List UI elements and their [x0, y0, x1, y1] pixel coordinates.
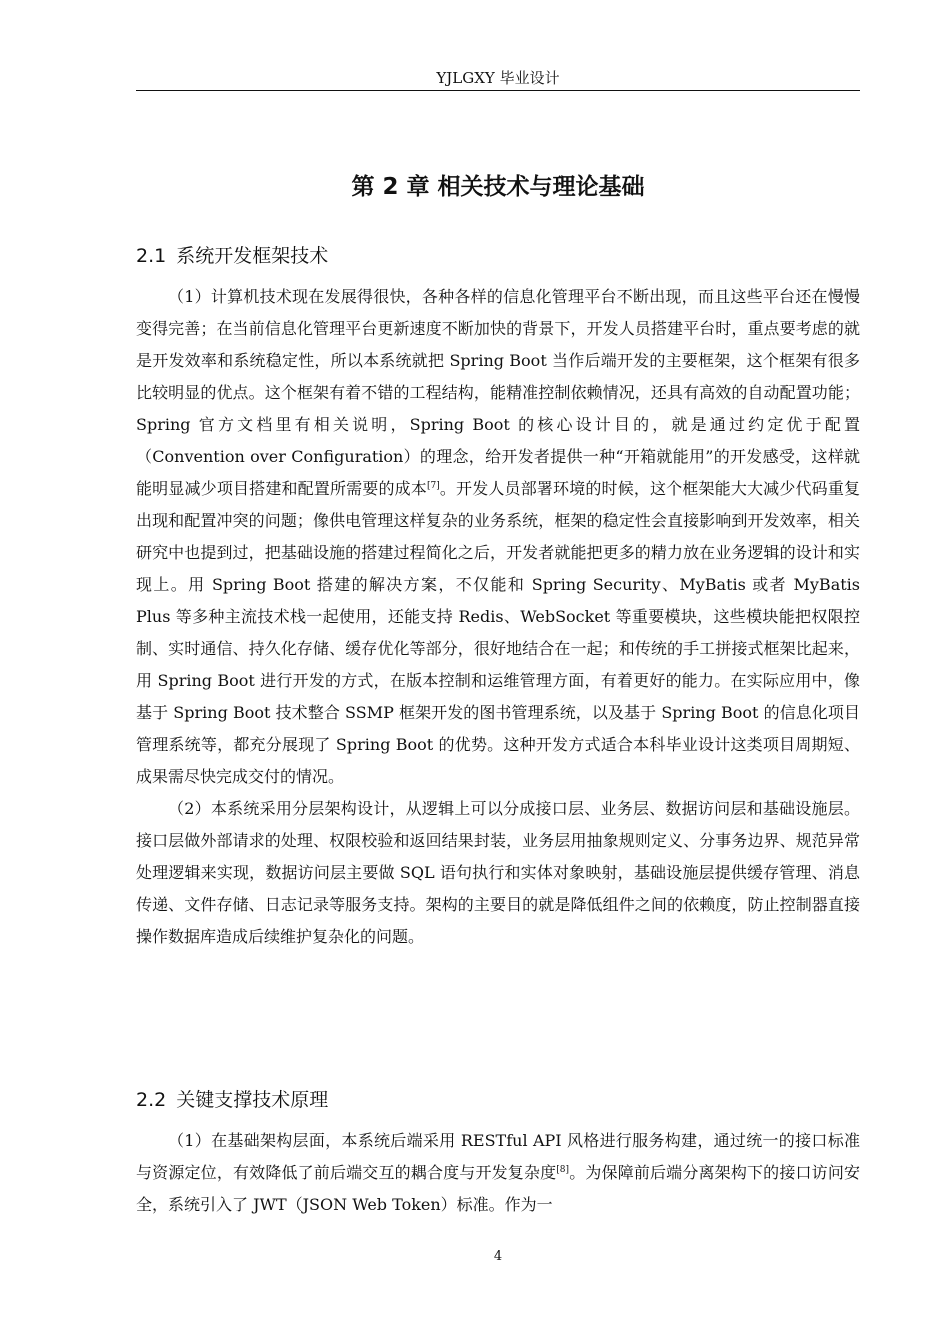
running-header: YJLGXY 毕业设计 — [436, 69, 560, 87]
section-number: 2.2 — [136, 1089, 167, 1111]
citation: [7] — [426, 481, 440, 491]
section-heading-2-2 — [136, 1086, 860, 1114]
section-number: 2.1 — [136, 245, 167, 267]
paragraph-text-cont: 。为保障前后端分离架构下的接口访问安全，系统引入了 JWT（JSON Web Token）标准。作为一 — [136, 1163, 860, 1214]
paragraph — [136, 281, 860, 793]
paragraph-text-cont: 。开发人员部署环境的时候，这个框架能大大减少代码重复出现和配置冲突的问题；像供电管理这样复杂的业务系统，框架的稳定性会直接影响到开发效率，相关研究中也提到过，把基础设施的搭建过程简化之后，开发者就能把更多的精力放在业务逻辑的设计和实现上。用 Spring Boot 搭建的解决方案，不仅能和 Spring Security、MyBatis 或者 MyBatis Plus 等多种主流技术栈一起使用，还能支持 Redis、WebSocket 等重要模块，这些模块能把权限控制、实时通信、持久化存储、缓存优化等部分，很好地结合在一起；和传统的手工拼接式框架比起来，用 Spring Boot 进行开发的方式，在版本控制和运维管理方面，有着更好的能力。在实际应用中，像基于 Spring Boot 技术整合 SSMP 框架开发的图书管理系统，以及基于 Spring Boot 的信息化项目管理系统等，都充分展现了 Spring Boot 的优势。这种开发方式适合本科毕业设计这类项目周期短、成果需尽快完成交付的情况。 — [136, 479, 860, 786]
citation: [8] — [556, 1165, 570, 1175]
paragraph — [136, 793, 860, 953]
paragraph-text: （2）本系统采用分层架构设计，从逻辑上可以分成接口层、业务层、数据访问层和基础设施层。接口层做外部请求的处理、权限校验和返回结果封装，业务层用抽象规则定义、分事务边界、规范异常处理逻辑来实现，数据访问层主要做 SQL 语句执行和实体对象映射，基础设施层提供缓存管理、消息传递、文件存储、日志记录等服务支持。架构的主要目的就是降低组件之间的依赖度，防止控制器直接操作数据库造成后续维护复杂化的问题。 — [136, 799, 860, 946]
section-body-2-1 — [136, 281, 860, 953]
page-number: 4 — [493, 1249, 503, 1264]
paragraph-text: （1）在基础架构层面，本系统后端采用 RESTful API 风格进行服务构建，通过统一的接口标准与资源定位，有效降低了前后端交互的耦合度与开发复杂度 — [136, 1131, 860, 1182]
section-heading-2-1 — [136, 242, 860, 270]
chapter-title: 第 2 章 相关技术与理论基础 — [351, 174, 645, 200]
section-title: 关键支撑技术原理 — [176, 1089, 329, 1111]
section-body-2-2 — [136, 1125, 860, 1221]
section-title: 系统开发框架技术 — [176, 245, 329, 267]
paragraph — [136, 1125, 860, 1221]
paragraph-text: （1）计算机技术现在发展得很快，各种各样的信息化管理平台不断出现，而且这些平台还在慢慢变得完善；在当前信息化管理平台更新速度不断加快的背景下，开发人员搭建平台时，重点要考虑的就是开发效率和系统稳定性，所以本系统就把 Spring Boot 当作后端开发的主要框架，这个框架有很多比较明显的优点。这个框架有着不错的工程结构，能精准控制依赖情况，还具有高效的自动配置功能；Spring 官方文档里有相关说明，Spring Boot 的核心设计目的，就是通过约定优于配置（Convention over Configuration）的理念，给开发者提供一种“开箱就能用”的开发感受，这样就能明显减少项目搭建和配置所需要的成本 — [136, 287, 860, 498]
header-rule — [136, 90, 860, 91]
